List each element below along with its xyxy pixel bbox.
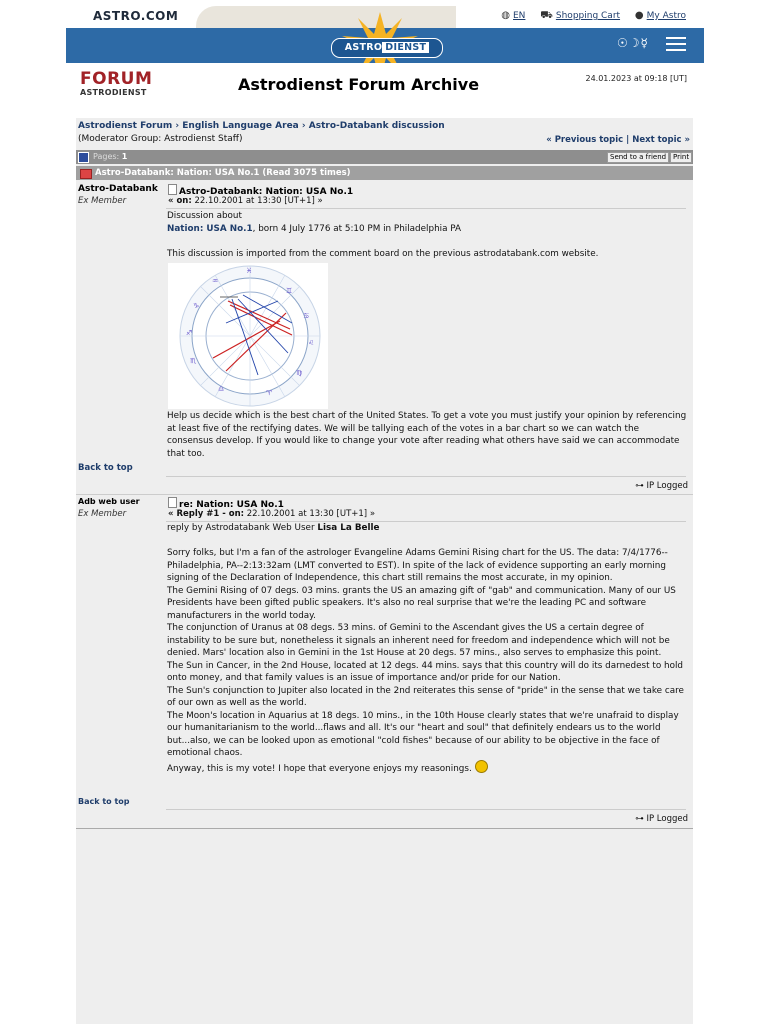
post-author-role: Ex Member: [78, 509, 127, 519]
nation-usa-link[interactable]: Nation: USA No.1: [167, 223, 253, 234]
crumb-separator: ›: [301, 121, 306, 131]
post-text: , born 4 July 1776 at 5:10 PM in Philadelphia PA: [252, 223, 462, 234]
ip-logged-text: IP Logged: [646, 814, 688, 824]
post-subject-text: re: Nation: USA No.1: [179, 500, 284, 510]
pages-bar: [76, 150, 693, 164]
svg-text:♒: ♒: [212, 277, 219, 285]
svg-text:♏: ♏: [190, 357, 197, 365]
post-text: Discussion about: [167, 211, 242, 221]
page-title: Astrodienst Forum Archive: [238, 75, 480, 94]
reply-by: reply by Astrodatabank Web User: [167, 523, 315, 533]
back-to-top-link[interactable]: Back to top: [78, 463, 133, 473]
ip-logged: [635, 814, 688, 824]
divider: [166, 208, 686, 209]
reply-author-name: Lisa La Belle: [317, 523, 380, 533]
brand-right: DIENST: [382, 42, 429, 53]
svg-text:♋: ♋: [303, 312, 310, 320]
crumb-forum[interactable]: Astrodienst Forum: [78, 121, 173, 131]
forum-logo-top: FORUM: [80, 69, 153, 89]
svg-text:♊: ♊: [286, 287, 293, 295]
moderator-group: (Moderator Group: Astrodienst Staff): [78, 134, 243, 144]
topic-title: Astro-Databank: Nation: USA No.1 (Read 3075 times): [95, 168, 351, 178]
post-author[interactable]: Astro-Databank: [78, 184, 158, 194]
forum-logo[interactable]: [80, 71, 152, 97]
ip-icon: ⊶: [635, 481, 644, 491]
post-author[interactable]: Adb web user: [78, 497, 140, 506]
planet-symbols-icon[interactable]: ☉☽☿: [617, 36, 649, 50]
svg-text:♌: ♌: [308, 339, 315, 347]
forum-header: [66, 63, 704, 118]
site-logo[interactable]: ASTRO.COM: [93, 9, 179, 23]
document-icon: [168, 184, 177, 195]
my-astro-link[interactable]: My Astro: [646, 11, 686, 21]
page-number[interactable]: 1: [121, 152, 128, 161]
post-text: Help us decide which is the best chart of the United States. To get a vote you must justify your opinion by referencing at least five of the rectifying dates. We will be tallying each of the votes in a bar chart so we can watch the consensus develop. If you would like to change your vote after reading what others have said we can accommodate that too.: [167, 411, 687, 459]
svg-text:♈: ♈: [266, 389, 273, 397]
post-meta-reply: « Reply #1 - on:: [168, 509, 245, 519]
svg-text:♍: ♍: [296, 369, 303, 377]
svg-text:♑: ♑: [193, 302, 200, 310]
ip-icon: ⊶: [635, 814, 644, 824]
back-to-top-link[interactable]: Back to top: [78, 797, 130, 806]
topic-icon: [80, 169, 92, 179]
divider: [166, 809, 686, 810]
post-text: The Sun in Cancer, in the 2nd House, located at 12 degs. 44 mins. says that this country will do its darnedest to hold onto money, and that family values is an issue of importance and/or pride for our Nation.: [167, 660, 683, 683]
crumb-english[interactable]: English Language Area: [182, 121, 299, 131]
post-meta-on: « on:: [168, 196, 192, 206]
crumb-databank[interactable]: Astro-Databank discussion: [308, 121, 445, 131]
post-1-body: [167, 210, 687, 260]
post-meta: [168, 509, 375, 519]
next-topic-link[interactable]: Next topic: [632, 135, 682, 145]
divider: [166, 476, 686, 477]
post-text: The Gemini Rising of 07 degs. 03 mins. grants the US an amazing gift of "gab" and communication. Many of our US Presidents have been gifted public speakers. It's also no real surprise that we're the leading PC and software manufacturers in the world today.: [167, 585, 676, 621]
topic-bar: [76, 166, 693, 180]
language-link[interactable]: EN: [513, 11, 526, 21]
pages-icon: [78, 152, 89, 163]
brand-left: ASTRO: [344, 42, 383, 53]
svg-text:♐: ♐: [186, 329, 193, 337]
date-stamp: 24.01.2023 at 09:18 [UT]: [585, 74, 687, 83]
astrodienst-brand[interactable]: [331, 38, 443, 58]
top-links: [489, 10, 686, 23]
cart-icon: ⛟: [540, 10, 553, 21]
topic-nav: « Previous topic | Next topic »: [546, 135, 690, 145]
post-text: The Moon's location in Aquarius at 18 degs. 10 mins., in the 10th House clearly states that we're unafraid to display our humanitarianism to the world...flaws and all. It's our "heart and soul" that definitely endears us to the world but...also, we can be looked upon as emotional "cold fishes" because of our ability to be objective in the face of emotional chaos.: [167, 710, 679, 758]
print-button[interactable]: Print: [670, 152, 692, 163]
post-1-paragraph: [167, 410, 687, 460]
post-text: Sorry folks, but I'm a fan of the astrologer Evangeline Adams Gemini Rising chart for the US. The data: 7/4/1776--Philadelphia, PA--2:13:32am (LMT converted to EST). In spite of the lack of evidence supporting an early morning signing of the Declaration of Independence, this chart still remains the most accurate, in my opinion.: [167, 548, 668, 583]
post-text: Anyway, this is my vote! I hope that everyone enjoys my reasonings.: [167, 763, 472, 774]
crumb-separator: ›: [175, 121, 180, 131]
svg-text:♓: ♓: [246, 267, 253, 275]
document-icon: [168, 497, 177, 508]
pages-text: Pages:: [93, 152, 120, 161]
user-icon: ●: [634, 10, 644, 21]
smiley-icon: [475, 760, 488, 773]
ip-logged: [635, 481, 688, 491]
post-border: [76, 828, 693, 829]
send-to-friend-button[interactable]: Send to a friend: [607, 152, 669, 163]
post-meta: [168, 196, 323, 206]
globe-icon: ◍: [501, 10, 510, 21]
post-text: This discussion is imported from the comment board on the previous astrodatabank.com website.: [167, 248, 599, 259]
post-date: 22.10.2001 at 13:30 [UT+1] »: [194, 196, 323, 206]
shopping-cart-link[interactable]: Shopping Cart: [555, 11, 621, 21]
natal-chart-image: [168, 263, 328, 409]
previous-topic-link[interactable]: Previous topic: [554, 135, 624, 145]
forum-logo-bottom: ASTRODIENST: [80, 88, 147, 97]
svg-text:♎: ♎: [218, 385, 225, 393]
post-author-role: Ex Member: [78, 196, 127, 206]
post-text: The Sun's conjunction to Jupiter also located in the 2nd reiterates this sense of "pride" in the sense that we take care of our own as well as the world.: [167, 685, 684, 708]
post-date: 22.10.2001 at 13:30 [UT+1] »: [246, 509, 376, 519]
post-text: The conjunction of Uranus at 08 degs. 53 mins. of Gemini to the Ascendant gives the US a certain degree of instability to be sure but, nonetheless it signals an inherent need for freedom and independence which will not be denied. Mars' location also in Gemini in the 1st House at 20 degs. 57 mins., also serves to emphasize this point.: [167, 623, 670, 658]
ip-logged-text: IP Logged: [646, 481, 688, 491]
breadcrumb: [78, 121, 445, 131]
menu-icon[interactable]: [666, 37, 686, 51]
post-2-body: [167, 522, 687, 775]
pages-label: [93, 152, 127, 161]
post-subject-text: Astro-Databank: Nation: USA No.1: [179, 187, 354, 197]
